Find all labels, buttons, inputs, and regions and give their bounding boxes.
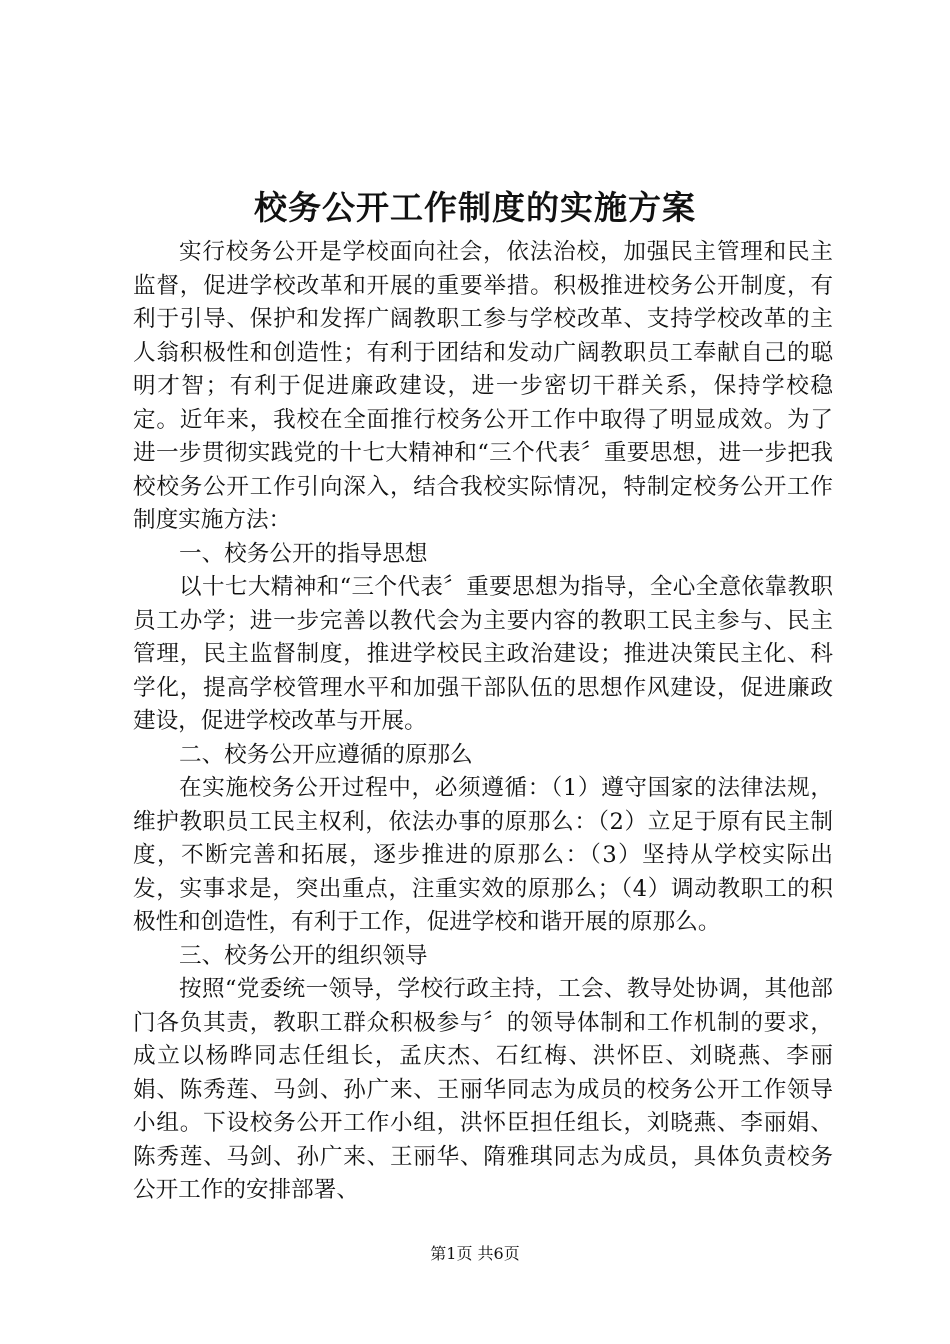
document-title: 校务公开工作制度的实施方案 xyxy=(254,188,696,227)
document-body xyxy=(133,236,833,1208)
section-heading-2: 二、校务公开应遵循的原那么 xyxy=(179,741,473,768)
section-heading-1: 一、校务公开的指导思想 xyxy=(179,540,428,567)
paragraph-organization: 按照“党委统一领导，学校行政主持，工会、教导处协调，其他部门各负其责，教职工群众积极参与〞的领导体制和工作机制的要求，成立以杨晔同志任组长，孟庆杰、石红梅、洪怀臣、刘晓燕、李丽娟、陈秀莲、马剑、孙广来、王丽华同志为成员的校务公开工作领导小组。下设校务公开工作小组，洪怀臣担任组长，刘晓燕、李丽娟、陈秀莲、马剑、孙广来、王丽华、隋雅琪同志为成员，具体负责校务公开工作的安排部署、 xyxy=(133,976,833,1203)
section-heading-3: 三、校务公开的组织领导 xyxy=(179,942,428,969)
page-number-footer: 第1页 共6页 xyxy=(430,1244,520,1263)
paragraph-guiding-ideology: 以十七大精神和“三个代表〞重要思想为指导，全心全意依靠教职员工办学；进一步完善以教代会为主要内容的教职工民主参与、民主管理，民主监督制度，推进学校民主政治建设；推进决策民主化、科学化，提高学校管理水平和加强干部队伍的思想作风建设，促进廉政建设，促进学校改革与开展。 xyxy=(133,574,833,734)
paragraph-intro: 实行校务公开是学校面向社会，依法治校，加强民主管理和民主监督，促进学校改革和开展的重要举措。积极推进校务公开制度，有利于引导、保护和发挥广阔教职工参与学校改革、支持学校改革的主人翁积极性和创造性；有利于团结和发动广阔教职员工奉献自己的聪明才智；有利于促进廉政建设，进一步密切干群关系，保持学校稳定。近年来，我校在全面推行校务公开工作中取得了明显成效。为了进一步贯彻实践党的十七大精神和“三个代表〞重要思想，进一步把我校校务公开工作引向深入，结合我校实际情况，特制定校务公开工作制度实施方法： xyxy=(133,239,833,533)
paragraph-principles: 在实施校务公开过程中，必须遵循：（1）遵守国家的法律法规，维护教职员工民主权利，依法办事的原那么：（2）立足于原有民主制度，不断完善和拓展，逐步推进的原那么：（3）坚持从学校实际出发，实事求是，突出重点，注重实效的原那么；（4）调动教职工的积极性和创造性，有利于工作，促进学校和谐开展的原那么。 xyxy=(133,775,833,935)
